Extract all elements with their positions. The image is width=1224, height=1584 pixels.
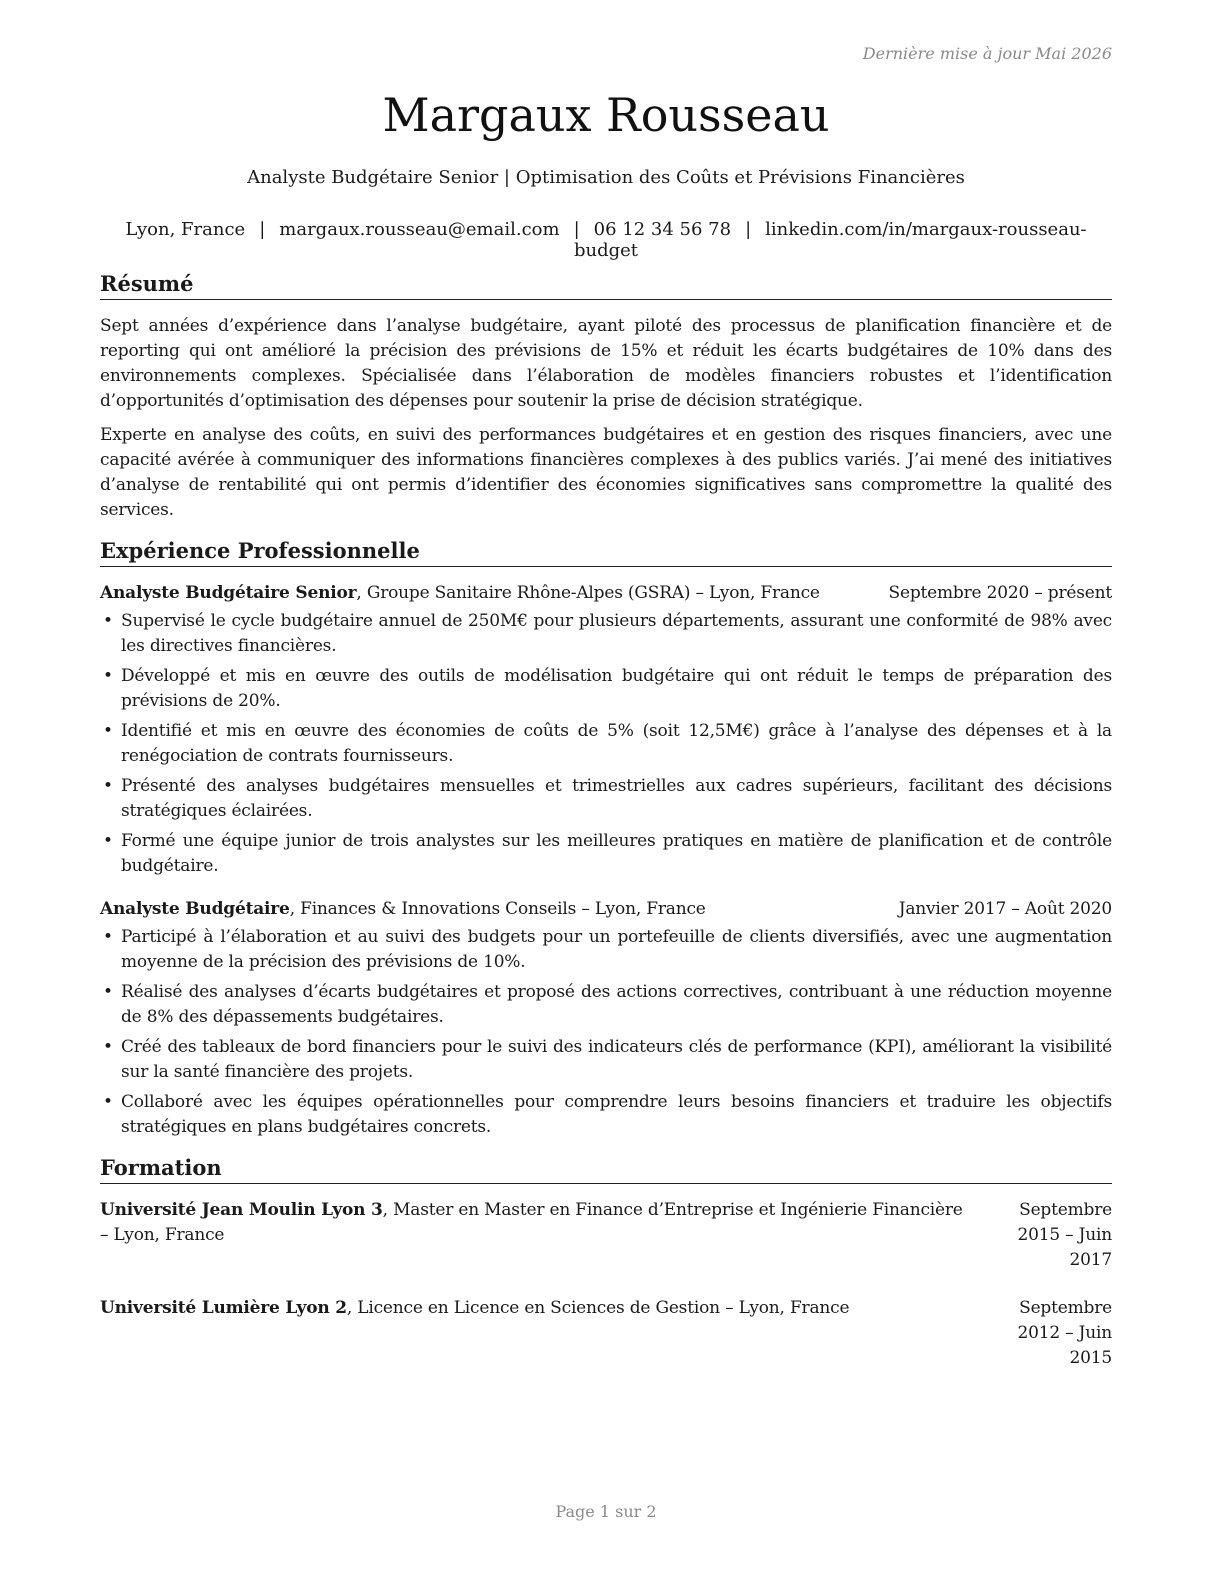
section-title-experience: Expérience Professionnelle: [100, 537, 1112, 567]
education-school: Université Jean Moulin Lyon 3: [100, 1200, 383, 1220]
resume-page: [100, 0, 1112, 1584]
job-bullet: • Collaboré avec les équipes opérationnelles pour comprendre leurs besoins financiers et traduire les objectifs stratégiques en plans budgétaires concrets.: [100, 1090, 1112, 1140]
job-bullet: • Identifié et mis en œuvre des économies de coûts de 5% (soit 12,5M€) grâce à l’analyse des dépenses et à la renégociation de contrats fournisseurs.: [100, 719, 1112, 769]
resume-content: [100, 270, 1112, 1385]
education-degree: , Master en Master en Finance d’Entreprise et Ingénierie Financière – Lyon, France: [100, 1200, 963, 1245]
job-bullet: • Développé et mis en œuvre des outils de modélisation budgétaire qui ont réduit le temps de préparation des prévisions de 20%.: [100, 664, 1112, 714]
education-school: Université Lumière Lyon 2: [100, 1298, 347, 1318]
job-bullets: [100, 925, 1112, 1140]
job-bullet: • Formé une équipe junior de trois analystes sur les meilleures pratiques en matière de planification et de contrôle budgétaire.: [100, 829, 1112, 879]
contact-email[interactable]: margaux.rousseau@email.com: [279, 219, 560, 240]
last-updated: Dernière mise à jour Mai 2026: [862, 44, 1112, 63]
job-entry: [100, 581, 1112, 879]
job-header: [100, 897, 1112, 922]
education-text: [100, 1296, 970, 1371]
job-org: , Finances & Innovations Conseils – Lyon, France: [289, 899, 706, 919]
summary-paragraph: Sept années d’expérience dans l’analyse budgétaire, ayant piloté des processus de planification financière et de reporting qui ont amélioré la précision des prévisions de 15% et réduit les écarts budgétaires de 10% dans des environnements complexes. Spécialisée dans l’élaboration de modèles financiers robustes et l’identification d’opportunités d’optimisation des dépenses pour soutenir la prise de décision stratégique.: [100, 316, 1112, 411]
education-entry: [100, 1198, 1112, 1273]
job-bullet: • Créé des tableaux de bord financiers pour le suivi des indicateurs clés de performance (KPI), améliorant la visibilité sur la santé financière des projets.: [100, 1035, 1112, 1085]
experience-section: [100, 537, 1112, 1140]
job-bullet: • Présenté des analyses budgétaires mensuelles et trimestrielles aux cadres supérieurs, facilitant des décisions stratégiques éclairées.: [100, 774, 1112, 824]
section-title-education: Formation: [100, 1154, 1112, 1184]
job-role: Analyste Budgétaire: [100, 899, 290, 919]
contact-line: [100, 219, 1112, 261]
job-bullet: • Supervisé le cycle budgétaire annuel de 250M€ pour plusieurs départements, assurant une conformité de 98% avec les directives financières.: [100, 609, 1112, 659]
tagline: Analyste Budgétaire Senior | Optimisation des Coûts et Prévisions Financières: [247, 167, 965, 188]
education-dates: Septembre 2015 – Juin 2017: [1017, 1200, 1112, 1270]
education-dates: Septembre 2012 – Juin 2015: [1017, 1298, 1112, 1368]
summary-paragraph: Experte en analyse des coûts, en suivi des performances budgétaires et en gestion des risques financiers, avec une capacité avérée à communiquer des informations financières complexes à des publics variés. J’ai mené des initiatives d’analyse de rentabilité qui ont permis d’identifier des économies significatives sans compromettre la qualité des services.: [100, 425, 1112, 520]
contact-separator: |: [573, 219, 580, 240]
page-number: Page 1 sur 2: [555, 1502, 657, 1521]
job-header: [100, 581, 1112, 606]
contact-location: Lyon, France: [125, 219, 246, 240]
section-title-summary: Résumé: [100, 270, 1112, 300]
job-dates: Janvier 2017 – Août 2020: [898, 899, 1112, 919]
job-title-line: [100, 897, 706, 922]
job-entry: [100, 897, 1112, 1140]
contact-separator: |: [259, 219, 266, 240]
contact-phone[interactable]: 06 12 34 56 78: [593, 219, 732, 240]
contact-separator: |: [745, 219, 752, 240]
summary-section: [100, 270, 1112, 523]
job-org: , Groupe Sanitaire Rhône-Alpes (GSRA) – Lyon, France: [356, 583, 820, 603]
job-bullet: • Participé à l’élaboration et au suivi des budgets pour un portefeuille de clients diversifiés, avec une augmentation moyenne de la précision des prévisions de 10%.: [100, 925, 1112, 975]
education-degree: , Licence en Licence en Sciences de Gestion – Lyon, France: [346, 1298, 850, 1318]
education-section: [100, 1154, 1112, 1371]
job-bullets: [100, 609, 1112, 879]
job-bullet: • Réalisé des analyses d’écarts budgétaires et proposé des actions correctives, contribuant à une réduction moyenne de 8% des dépassements budgétaires.: [100, 980, 1112, 1030]
candidate-name: Margaux Rousseau: [382, 88, 830, 142]
job-dates: Septembre 2020 – présent: [888, 583, 1112, 603]
education-entry: [100, 1296, 1112, 1371]
job-role: Analyste Budgétaire Senior: [100, 583, 357, 603]
education-text: [100, 1198, 970, 1273]
job-title-line: [100, 581, 820, 606]
contact-linkedin[interactable]: linkedin.com/in/margaux-rousseau-budget: [573, 219, 1087, 261]
